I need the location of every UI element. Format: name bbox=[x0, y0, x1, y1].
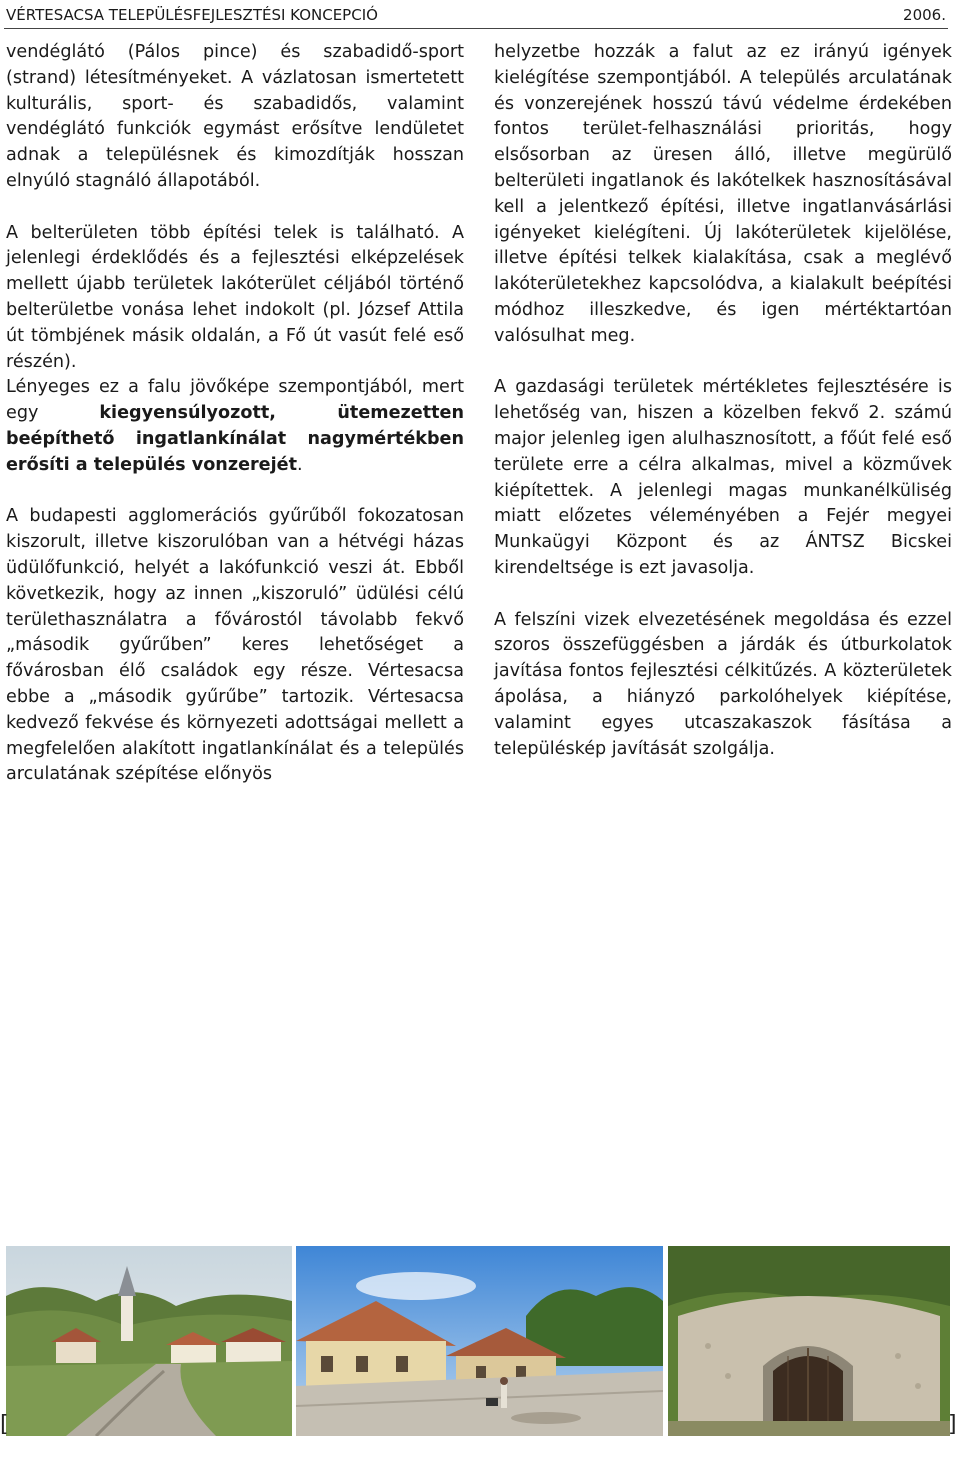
houses-street-photo bbox=[296, 1246, 663, 1436]
emphasis-text: kiegyensúlyozott, ütemezetten beépíthető ingatlankínálat nagymértékben erősíti a település vonzerejét bbox=[6, 403, 464, 475]
left-column bbox=[6, 40, 464, 788]
left-bracket-icon: [ bbox=[0, 1412, 9, 1437]
paragraph: A belterületen több építési telek is található. A jelenlegi érdeklődés és a fejlesztési elképzelések mellett újabb területek lakóterület céljából történő belterületbe vonása lehet indokolt (pl. József Attila út tömbjének másik oldalán, a Fő út vasút felé eső részén). bbox=[6, 222, 464, 372]
header-title: VÉRTESACSA TELEPÜLÉSFEJLESZTÉSI KONCEPCIÓ bbox=[6, 6, 378, 24]
header-year: 2006. bbox=[903, 6, 946, 24]
paragraph bbox=[6, 375, 464, 478]
wine-cellar-photo bbox=[668, 1246, 950, 1436]
paragraph-text: Lényeges ez a falu jövőképe szempontjából, mert egy bbox=[6, 377, 464, 424]
paragraph-text: . bbox=[296, 454, 303, 475]
paragraph: A felszíni vizek elvezetésének megoldása és ezzel szoros összefüggésben a járdák és útburkolatok javítása fontos fejlesztési célkitűzés. A közterületek ápolása, a hiányzó parkolóhelyek kiépítése, valamint egyes utcaszakaszok fásítása a településkép javítását szolgálja. bbox=[494, 609, 952, 759]
village-street-photo bbox=[6, 1246, 292, 1436]
right-bracket-icon: ] bbox=[948, 1412, 957, 1437]
paragraph: A budapesti agglomerációs gyűrűből fokozatosan kiszorult, illetve kiszorulóban van a hétvégi házas üdülőfunkció, helyét a lakófunkció veszi át. Ebből következik, hogy az innen „kiszoruló” üdülési célú területhasználatra a fővárostól távolabb fekvő „második gyűrűben” keres lehetőséget a fővárosban élő családok egy része. Vértesacsa ebbe a „második gyűrűbe” tartozik. Vértesacsa kedvező fekvése és környezeti adottságai mellett a megfelelően alakított ingatlankínálat és a település arculatának szépítése előnyös bbox=[6, 506, 464, 785]
page-header bbox=[4, 2, 948, 29]
paragraph: A gazdasági területek mértékletes fejlesztésére is lehetőség van, hiszen a közelben fekvő 2. számú major jelenleg igen alulhasznosított, a főút felé eső területe erre a célra alkalmas, mivel a közművek kiépítettek. A jelenlegi magas munkanélküliség miatt előzetes véleményében a Fejér megyei Munkaügyi Központ és az ÁNTSZ Bicskei kirendeltsége is ezt javasolja. bbox=[494, 377, 952, 578]
photo-strip bbox=[6, 1246, 950, 1436]
paragraph: helyzetbe hozzák a falut az ez irányú igények kielégítése szempontjából. A település arculatának és vonzerejének hosszú távú védelme érdekében fontos terület-felhasználási prioritás, hogy elsősorban az üresen álló, illetve megürülő belterületi ingatlanok és lakótelkek hasznosításával kell a jelentkező építési, illetve ingatlanvásárlási igényeket kielégíteni. Új lakóterületek kijelölése, illetve építési telkek kialakítása, csak a meglévő lakóterületekhez kapcsolódva, a kialakult beépítési módhoz illeszkedve, és igen mértéktartóan valósulhat meg. bbox=[494, 42, 952, 346]
paragraph: vendéglátó (Pálos pince) és szabadidő-sport (strand) létesítményeket. A vázlatosan ismertetett kulturális, sport- és szabadidős, valamint vendéglátó funkciók egymást erősítve lendületet adnak a településnek és kimozdítják hosszan elnyúló stagnáló állapotából. bbox=[6, 42, 464, 191]
right-column bbox=[494, 40, 952, 762]
